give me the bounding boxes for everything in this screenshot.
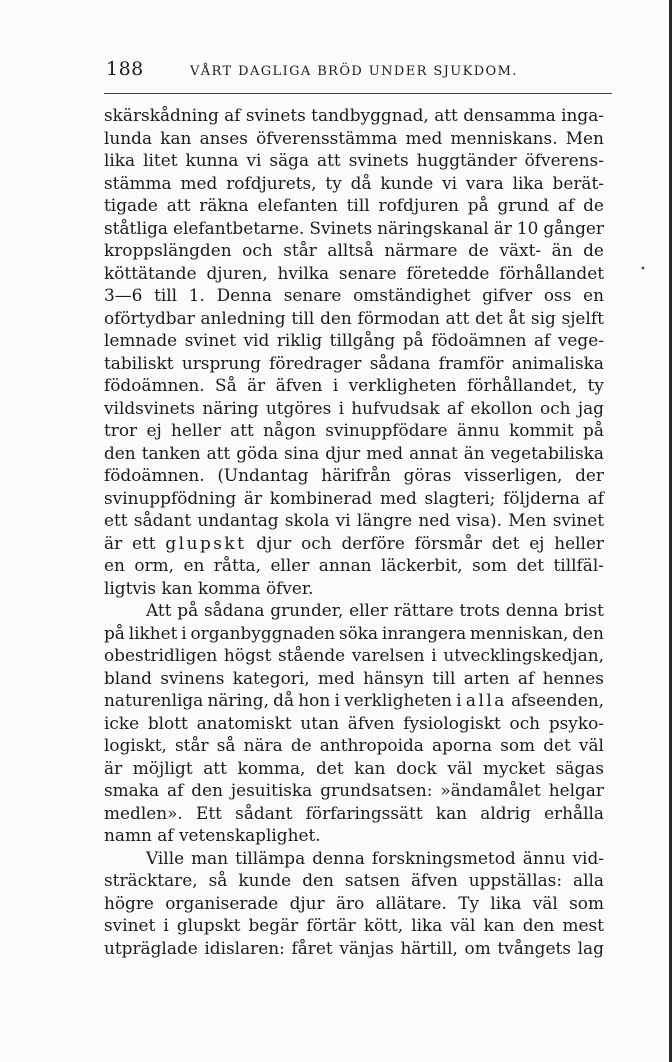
- text-line: utpräglade idislaren: fåret vänjas härtill, om tvångets lag: [104, 937, 604, 958]
- text-line: ståtliga elefantbetarne. Svinets näringskanal är 10 gånger: [104, 217, 604, 238]
- margin-mark: •: [640, 264, 646, 275]
- text-line: obestridligen högst stående varelsen i utvecklingskedjan,: [104, 645, 604, 665]
- text-line: kroppslängden och står alltså närmare de växt- än de: [104, 240, 604, 260]
- text-line: ett sådant undantag skola vi längre ned visa). Men svinet: [104, 510, 604, 530]
- text-line: en orm, en råtta, eller annan läckerbit, som det tillfäl-: [104, 555, 604, 575]
- header-rule: [104, 93, 612, 94]
- body-text: [104, 104, 604, 959]
- page-header: [104, 58, 612, 84]
- text-line: lemnade svinet vid riklig tillgång på födoämnen af vege-: [104, 330, 604, 350]
- text-line: bland svinens kategori, med hänsyn till arten af hennes: [104, 667, 604, 688]
- text-line: stämma med rofdjurets, ty då kunde vi vara lika berät-: [104, 172, 604, 193]
- text-line: vildsvinets näring utgöres i hufvudsak af ekollon och jag: [104, 397, 604, 418]
- text-line: naturenliga näring, då hon i verkligheten i alla afseenden,: [104, 690, 604, 710]
- text-line: skärskådning af svinets tandbyggnad, att densamma inga-: [104, 105, 604, 125]
- text-line: tror ej heller att någon svinuppfödare ännu kommit på: [104, 420, 604, 440]
- text-line: 3—6 till 1. Denna senare omständighet gifver oss en: [104, 285, 604, 305]
- text-line: medlen». Ett sådant förfaringssätt kan aldrig erhålla: [104, 802, 604, 823]
- text-line: köttätande djuren, hvilka senare företedde förhållandet: [104, 262, 604, 283]
- running-head: VÅRT DAGLIGA BRÖD UNDER SJUKDOM.: [190, 64, 518, 79]
- text-line: födoämnen. (Undantag härifrån göras visserligen, der: [104, 465, 604, 485]
- text-line: tigade att räkna elefanten till rofdjuren på grund af de: [104, 195, 604, 215]
- text-line: svinet i glupskt begär förtär kött, lika väl kan den mest: [104, 915, 604, 935]
- text-line: Ville man tillämpa denna forskningsmetod ännu vid-: [146, 847, 604, 868]
- text-line: ligtvis kan komma öfver.: [104, 577, 314, 598]
- text-line: namn af vetenskaplighet.: [104, 825, 321, 845]
- text-line: den tanken att göda sina djur med annat än vegetabiliska: [104, 442, 604, 463]
- text-line: sträcktare, så kunde den satsen äfven uppställas: alla: [104, 870, 604, 890]
- text-line: tabiliskt ursprung föredrager sådana framför animaliska: [104, 352, 604, 373]
- text-line: högre organiserade djur äro allätare. Ty lika väl som: [104, 892, 604, 913]
- text-line: smaka af den jesuitiska grundsatsen: »ändamålet helgar: [104, 780, 604, 800]
- text-line: logiskt, står så nära de anthropoida aporna som det väl: [104, 735, 604, 755]
- text-line: är möjligt att komma, det kan dock väl mycket sägas: [104, 757, 604, 778]
- page-number: 188: [106, 58, 144, 80]
- text-line: Att på sådana grunder, eller rättare trots denna brist: [146, 600, 604, 620]
- text-line: oförtydbar anledning till den förmodan att det åt sig sjelft: [104, 307, 604, 328]
- text-line: lunda kan anses öfverensstämma med menniskans. Men: [104, 127, 604, 148]
- text-line: lika litet kunna vi säga att svinets huggtänder öfverens-: [104, 150, 604, 170]
- text-line: är ett glupskt djur och derföre försmår det ej heller: [104, 532, 604, 553]
- text-line: icke blott anatomiskt utan äfven fysiologiskt och psyko-: [104, 712, 604, 733]
- text-line: svinuppfödning är kombinerad med slagteri; följderna af: [104, 487, 604, 508]
- text-line: födoämnen. Så är äfven i verkligheten förhållandet, ty: [104, 375, 604, 395]
- text-line: på likhet i organbyggnaden söka inrangera menniskan, den: [104, 622, 604, 643]
